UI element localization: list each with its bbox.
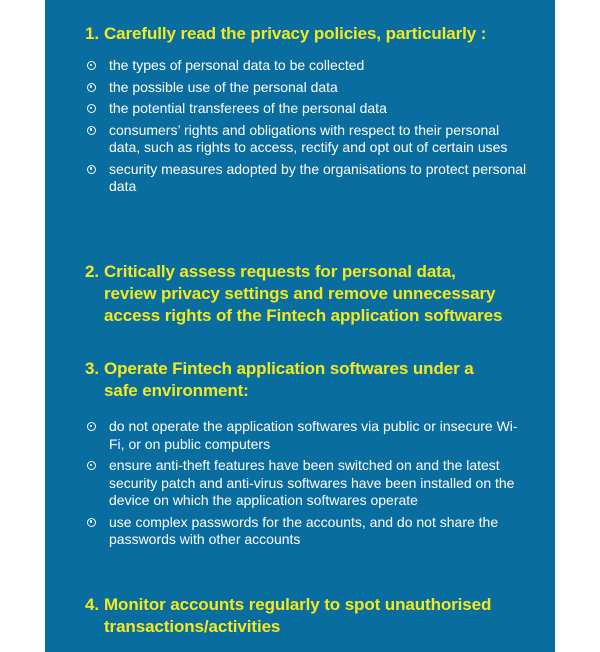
circle-bullet-icon — [87, 83, 96, 92]
circle-bullet-icon — [87, 461, 96, 470]
section-1-title-line-1: Carefully read the privacy policies, particularly : — [104, 24, 487, 43]
section-3-title-line-1: Operate Fintech application softwares under a — [104, 359, 474, 378]
list-item-text: security measures adopted by the organisations to protect personal data — [109, 160, 527, 194]
section-3-list — [87, 418, 527, 553]
section-4-number: 4. — [85, 595, 99, 614]
section-2-number: 2. — [85, 262, 99, 281]
list-item — [87, 418, 527, 453]
section-3-heading — [85, 358, 474, 402]
tips-panel — [45, 0, 555, 652]
list-item — [87, 57, 527, 75]
list-item — [87, 122, 527, 157]
section-3-title-line-2: safe environment: — [104, 381, 249, 400]
list-item-text: consumers’ rights and obligations with respect to their personal data, such as rights to access, rectify and opt out of certain uses — [109, 121, 508, 155]
list-item — [87, 161, 527, 196]
section-2-title-line-2: review privacy settings and remove unnecessary — [104, 284, 496, 303]
list-item-text: the types of personal data to be collected — [109, 57, 365, 73]
list-item — [87, 514, 527, 549]
section-2-title-line-3: access rights of the Fintech application softwares — [104, 306, 503, 325]
list-item-text: use complex passwords for the accounts, and do not share the passwords with other accounts — [109, 513, 499, 547]
circle-bullet-icon — [87, 126, 96, 135]
section-4-title-line-1: Monitor accounts regularly to spot unauthorised — [104, 595, 492, 614]
circle-bullet-icon — [87, 104, 96, 113]
section-4-title-line-2: transactions/activities — [104, 617, 281, 636]
list-item — [87, 457, 527, 510]
list-item-text: the possible use of the personal data — [109, 78, 338, 95]
section-4-heading — [85, 594, 491, 638]
list-item-text: do not operate the application softwares via public or insecure Wi-Fi, or on public computers — [109, 418, 518, 452]
section-2-title-line-1: Critically assess requests for personal data, — [104, 262, 456, 281]
circle-bullet-icon — [87, 422, 96, 431]
section-3-number: 3. — [85, 359, 99, 378]
section-2-heading — [85, 261, 502, 327]
list-item-text: the potential transferees of the personal data — [109, 100, 387, 116]
circle-bullet-icon — [87, 518, 96, 527]
section-1-heading — [85, 23, 486, 45]
list-item-text: ensure anti-theft features have been switched on and the latest security patch and anti-virus softwares have been installed on the device on which the application softwares operate — [109, 457, 515, 508]
circle-bullet-icon — [87, 165, 96, 174]
section-1-number: 1. — [85, 24, 99, 43]
section-1-list — [87, 57, 527, 200]
list-item — [87, 100, 527, 118]
circle-bullet-icon — [87, 61, 96, 70]
list-item — [87, 79, 527, 97]
